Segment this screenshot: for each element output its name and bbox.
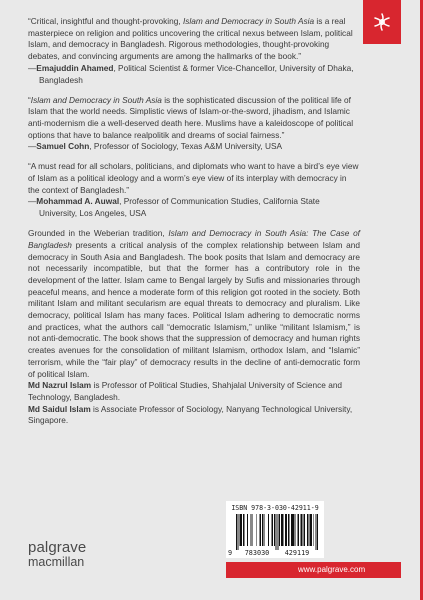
barcode-bar [297, 514, 299, 546]
attribution-dash: — [28, 62, 37, 73]
barcode-bar [288, 514, 290, 546]
barcode-digits-left: 783030 [244, 549, 270, 557]
quote-text: is a real masterpiece on religion and politics uncovering the critical nexus between Islam, political Islam, and democracy in Bangladesh. Rigorous methodologies, thought-provoking debates, and convincing arguments are among the hallmarks of the book.” [28, 16, 353, 62]
attribution-dash: — [28, 141, 37, 152]
barcode-bar [243, 514, 245, 546]
book-title-italic: Islam and Democracy in South Asia [30, 94, 162, 105]
imprint-line-2: macmillan [28, 555, 85, 569]
quote-text: “Critical, insightful and thought-provoking, [28, 16, 183, 26]
barcode-bar [291, 514, 294, 546]
barcode-bar [239, 514, 242, 546]
barcode-bar [250, 514, 251, 546]
publisher-badge [363, 0, 401, 44]
endorsement-2 [28, 95, 360, 154]
barcode-bar [315, 514, 316, 550]
attribution-dash: — [28, 196, 37, 207]
barcode-bar [309, 514, 312, 546]
barcode-bar [295, 514, 296, 546]
website-url: www.palgrave.com [298, 565, 366, 574]
barcode-bar [271, 514, 273, 546]
book-title-italic: Islam and Democracy in South Asia: The Case of Bangladesh [28, 228, 360, 250]
isbn-label: ISBN 978-3-030-42911-9 [231, 504, 319, 512]
endorser-name: Mohammad A. Auwal [36, 196, 120, 207]
barcode-bar [301, 514, 303, 546]
barcode-bar [307, 514, 309, 546]
barcode-digit-lead: 9 [228, 549, 233, 557]
author-name: Md Nazrul Islam [28, 380, 92, 391]
barcode-bar [262, 514, 263, 546]
barcode-bars [236, 514, 318, 550]
barcode-bar [259, 514, 261, 546]
endorser-affiliation: , Professor of Communication Studies, California State University, Los Angeles, USA [39, 196, 320, 219]
barcode-bar [313, 514, 314, 546]
endorsement-quote [28, 95, 360, 142]
barcode-bar [317, 514, 318, 550]
endorsement-attribution [28, 141, 360, 153]
book-title-italic: Islam and Democracy in South Asia [182, 16, 315, 26]
palgrave-macmillan-logo [28, 540, 86, 569]
barcode-bar [285, 514, 287, 546]
barcode-bar [281, 514, 284, 546]
imprint-line-1: palgrave [28, 539, 87, 556]
barcode-bar [279, 514, 280, 546]
endorsement-1 [28, 16, 360, 86]
book-description [28, 228, 360, 380]
description-text: Grounded in the Weberian tradition, [28, 228, 169, 239]
barcode-bar [238, 514, 239, 550]
barcode-bar [247, 514, 248, 546]
barcode-bar [264, 514, 265, 546]
barcode-bar [252, 514, 253, 546]
author-name: Md Saidul Islam [28, 403, 91, 414]
springer-logo-icon [363, 0, 401, 44]
endorsement-attribution [28, 196, 360, 219]
description-text: presents a critical analysis of the complex relationship between Islam and democracy in South Asia and Bangladesh. The book posits that Islam and democracy are not necessarily incompatible, but that the former has a contributory role in the development of the latter. Islam came to Bengal largely by Sufis and missionaries through peaceful means, and hence a moderate form of this religion got rooted in the society. Both militant Islam and militant secularism are equal threats to democracy and pluralism. Like democracy, political Islam has many faces. Political Islam adhering to democratic norms and practices, what the authors call “democratic Islamism,” unlike “militant Islamism,” is not anti-democratic. The book shows that the suppression of democracy and human rights creates avenues for the consolidation of militant Islamism, orthodox Islam, and “Islamic” terrorism, while the “fair play” of democracy results in the decline of anti-democratic form of political Islam. [28, 239, 360, 379]
isbn-barcode [226, 501, 324, 558]
endorsement-quote [28, 16, 360, 63]
author-bio-1 [28, 380, 360, 403]
endorser-name: Samuel Cohn [36, 141, 90, 152]
barcode-bar [277, 514, 278, 550]
barcode-bar [274, 514, 275, 546]
quote-text: “A must read for all scholars, politicians, and diplomats who want to have a bird’s eye view of Islam as a political ideology and a worm’s eye view of its interplay with democracy in the context of Bangladesh.” [28, 161, 359, 195]
website-bar [226, 562, 401, 578]
endorsement-attribution [28, 63, 360, 86]
barcode-bar [236, 514, 237, 550]
quote-text: “ [28, 94, 31, 105]
author-bio-text: is Professor of Political Studies, Shahjalal University of Science and Technology, Bangladesh. [28, 380, 343, 402]
barcode-bar [303, 514, 305, 546]
quote-text: is the sophisticated discussion of the political life of Islam that the world needs. Simplistic views of Islam-or-the-sword, jihadism, and Islamic anti-modernism die a well-deserved death here. Muslims have a kaleidoscope of political options that have to balance realpolitik and dreams of social fairness.” [28, 94, 354, 140]
endorser-affiliation: , Professor of Sociology, Texas A&M University, USA [89, 141, 283, 152]
author-bio-2 [28, 404, 360, 427]
endorsement-3 [28, 161, 360, 220]
barcode-bar [276, 514, 277, 550]
endorsement-quote [28, 161, 360, 196]
endorser-name: Emajuddin Ahamed [36, 62, 114, 73]
barcode-digits-right: 429119 [284, 549, 310, 557]
barcode-bar [256, 514, 257, 546]
endorser-affiliation: , Political Scientist & former Vice-Chancellor, University of Dhaka, Bangladesh [39, 62, 354, 85]
barcode-bar [268, 514, 269, 546]
author-bio-text: is Associate Professor of Sociology, Nanyang Technological University, Singapore. [28, 403, 353, 426]
text-column [28, 16, 360, 427]
